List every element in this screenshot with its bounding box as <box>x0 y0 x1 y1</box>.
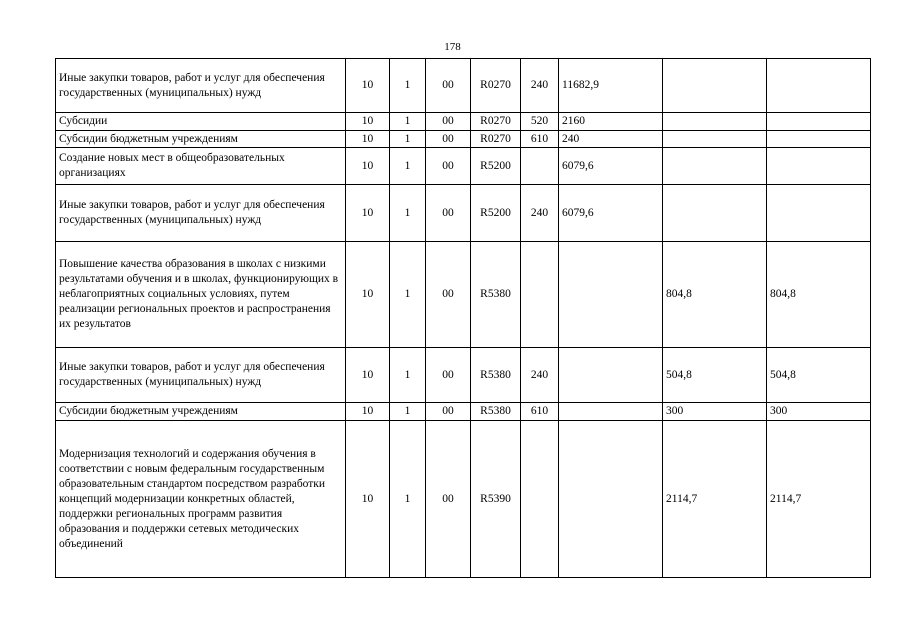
row-target-article: R5380 <box>471 348 521 403</box>
row-sum-2 <box>663 185 767 242</box>
row-program: 00 <box>426 185 471 242</box>
row-name: Иные закупки товаров, работ и услуг для обеспечения государственных (муниципальных) нужд <box>56 185 346 242</box>
row-target-article: R5380 <box>471 403 521 421</box>
row-name: Создание новых мест в общеобразовательных организациях <box>56 148 346 185</box>
row-name: Повышение качества образования в школах с низкими результатами обучения и в школах, функционирующих в неблагоприятных социальных условиях, путем реализации региональных проектов и распространения их результатов <box>56 242 346 348</box>
table-row <box>56 348 871 403</box>
row-sum-1 <box>559 242 663 348</box>
row-program: 00 <box>426 59 471 113</box>
row-expense-type <box>521 148 559 185</box>
row-section: 10 <box>346 348 390 403</box>
row-section: 10 <box>346 59 390 113</box>
row-sum-1 <box>559 421 663 578</box>
row-program: 00 <box>426 348 471 403</box>
row-expense-type: 610 <box>521 131 559 148</box>
table-row <box>56 113 871 131</box>
row-name: Субсидии бюджетным учреждениям <box>56 131 346 148</box>
row-target-article: R5380 <box>471 242 521 348</box>
row-sum-3: 300 <box>767 403 871 421</box>
row-sum-1: 2160 <box>559 113 663 131</box>
row-sum-1: 11682,9 <box>559 59 663 113</box>
row-subsection: 1 <box>390 59 426 113</box>
row-program: 00 <box>426 113 471 131</box>
row-sum-2: 2114,7 <box>663 421 767 578</box>
row-expense-type: 240 <box>521 348 559 403</box>
row-expense-type: 240 <box>521 59 559 113</box>
row-sum-3 <box>767 131 871 148</box>
row-program: 00 <box>426 421 471 578</box>
row-subsection: 1 <box>390 421 426 578</box>
row-sum-3 <box>767 185 871 242</box>
row-sum-2 <box>663 59 767 113</box>
row-program: 00 <box>426 403 471 421</box>
row-sum-1 <box>559 403 663 421</box>
page-number: 178 <box>444 41 461 53</box>
row-target-article: R5200 <box>471 185 521 242</box>
row-section: 10 <box>346 185 390 242</box>
row-target-article: R0270 <box>471 131 521 148</box>
row-subsection: 1 <box>390 113 426 131</box>
table-row <box>56 403 871 421</box>
row-subsection: 1 <box>390 403 426 421</box>
row-section: 10 <box>346 403 390 421</box>
row-section: 10 <box>346 242 390 348</box>
row-sum-1: 240 <box>559 131 663 148</box>
row-sum-2 <box>663 131 767 148</box>
table-row <box>56 59 871 113</box>
row-target-article: R0270 <box>471 59 521 113</box>
row-subsection: 1 <box>390 242 426 348</box>
budget-table-body <box>56 59 871 578</box>
row-expense-type <box>521 421 559 578</box>
row-sum-2: 804,8 <box>663 242 767 348</box>
row-program: 00 <box>426 148 471 185</box>
row-sum-3 <box>767 148 871 185</box>
row-target-article: R5390 <box>471 421 521 578</box>
row-section: 10 <box>346 113 390 131</box>
row-expense-type: 610 <box>521 403 559 421</box>
row-sum-2 <box>663 113 767 131</box>
row-target-article: R5200 <box>471 148 521 185</box>
row-sum-2: 300 <box>663 403 767 421</box>
row-expense-type: 240 <box>521 185 559 242</box>
table-row <box>56 421 871 578</box>
row-sum-3: 2114,7 <box>767 421 871 578</box>
row-program: 00 <box>426 242 471 348</box>
row-sum-2: 504,8 <box>663 348 767 403</box>
row-target-article: R0270 <box>471 113 521 131</box>
row-sum-3 <box>767 113 871 131</box>
row-section: 10 <box>346 148 390 185</box>
row-section: 10 <box>346 131 390 148</box>
row-name: Иные закупки товаров, работ и услуг для обеспечения государственных (муниципальных) нужд <box>56 348 346 403</box>
row-name: Модернизация технологий и содержания обучения в соответствии с новым федеральным государственным образовательным стандартом посредством разработки концепций модернизации конкретных областей, поддержки региональных программ развития образования и поддержки сетевых методических объединений <box>56 421 346 578</box>
row-subsection: 1 <box>390 185 426 242</box>
row-expense-type <box>521 242 559 348</box>
table-row <box>56 185 871 242</box>
row-subsection: 1 <box>390 348 426 403</box>
row-name: Субсидии <box>56 113 346 131</box>
row-subsection: 1 <box>390 148 426 185</box>
row-expense-type: 520 <box>521 113 559 131</box>
row-section: 10 <box>346 421 390 578</box>
row-sum-3: 804,8 <box>767 242 871 348</box>
table-row <box>56 148 871 185</box>
table-row <box>56 131 871 148</box>
row-subsection: 1 <box>390 131 426 148</box>
row-sum-3 <box>767 59 871 113</box>
row-sum-2 <box>663 148 767 185</box>
row-name: Субсидии бюджетным учреждениям <box>56 403 346 421</box>
row-name: Иные закупки товаров, работ и услуг для обеспечения государственных (муниципальных) нужд <box>56 59 346 113</box>
table-row <box>56 242 871 348</box>
row-sum-1: 6079,6 <box>559 185 663 242</box>
row-sum-1 <box>559 348 663 403</box>
row-sum-3: 504,8 <box>767 348 871 403</box>
row-program: 00 <box>426 131 471 148</box>
row-sum-1: 6079,6 <box>559 148 663 185</box>
budget-table <box>55 58 871 578</box>
